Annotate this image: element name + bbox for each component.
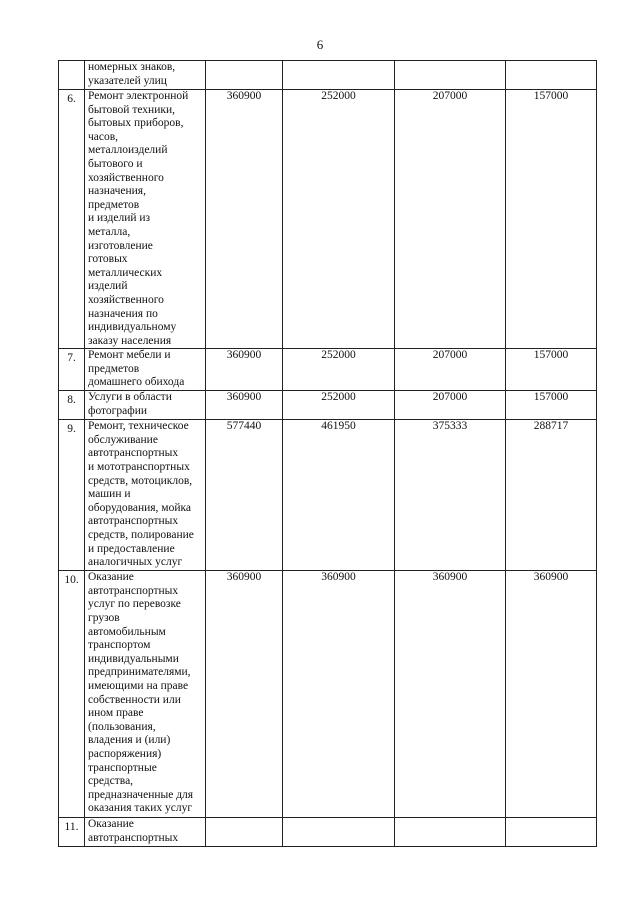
value-col-1: [206, 818, 283, 847]
value-col-2: 461950: [283, 420, 395, 571]
value-col-1: 360900: [206, 349, 283, 391]
row-number: [59, 61, 85, 90]
value-col-2: [283, 818, 395, 847]
value-col-1: 360900: [206, 571, 283, 818]
page-number: 6: [316, 37, 324, 52]
service-name: Ремонт электронной бытовой техники, бытовых приборов, часов, металлоизделий бытового и хозяйственного назначения, предметов и изделий из металла, изготовление готовых металлических изделий хозяйственного назначения по индивидуальному заказу населения: [85, 90, 206, 349]
service-name: Ремонт мебели и предметов домашнего обихода: [85, 349, 206, 391]
service-name: Ремонт, техническое обслуживание автотранспортных и мототранспортных средств, мотоциклов, машин и оборудования, мойка автотранспортных средств, полирование и предоставление аналогичных услуг: [85, 420, 206, 571]
value-col-3: 207000: [395, 391, 506, 420]
row-number: 6.: [59, 90, 85, 349]
value-col-4: 157000: [506, 349, 597, 391]
table-row: [59, 571, 597, 818]
table-row: [59, 391, 597, 420]
value-col-4: 288717: [506, 420, 597, 571]
value-col-2: 252000: [283, 349, 395, 391]
value-col-1: 577440: [206, 420, 283, 571]
value-col-2: 252000: [283, 391, 395, 420]
value-col-3: 207000: [395, 349, 506, 391]
value-col-3: 375333: [395, 420, 506, 571]
value-col-3: [395, 61, 506, 90]
value-col-3: [395, 818, 506, 847]
row-number: 7.: [59, 349, 85, 391]
table-row: [59, 420, 597, 571]
row-number: 9.: [59, 420, 85, 571]
value-col-3: 207000: [395, 90, 506, 349]
service-name: Оказание автотранспортных услуг по перевозке грузов автомобильным транспортом индивидуальными предпринимателями, имеющими на праве собственности или ином праве (пользования, владения и (или) распоряжения) транспортные средства, предназначенные для оказания таких услуг: [85, 571, 206, 818]
value-col-2: 252000: [283, 90, 395, 349]
service-name: Услуги в области фотографии: [85, 391, 206, 420]
value-col-2: 360900: [283, 571, 395, 818]
service-name: Оказание автотранспортных: [85, 818, 206, 847]
value-col-4: 360900: [506, 571, 597, 818]
service-name: номерных знаков, указателей улиц: [85, 61, 206, 90]
value-col-4: 157000: [506, 90, 597, 349]
table-row: [59, 61, 597, 90]
row-number: 11.: [59, 818, 85, 847]
value-col-3: 360900: [395, 571, 506, 818]
value-col-4: [506, 61, 597, 90]
value-col-4: 157000: [506, 391, 597, 420]
table-row: [59, 90, 597, 349]
table-row: [59, 349, 597, 391]
tariff-table: [58, 60, 597, 847]
row-number: 10.: [59, 571, 85, 818]
row-number: 8.: [59, 391, 85, 420]
value-col-1: [206, 61, 283, 90]
table-row: [59, 818, 597, 847]
value-col-1: 360900: [206, 90, 283, 349]
value-col-1: 360900: [206, 391, 283, 420]
value-col-4: [506, 818, 597, 847]
value-col-2: [283, 61, 395, 90]
